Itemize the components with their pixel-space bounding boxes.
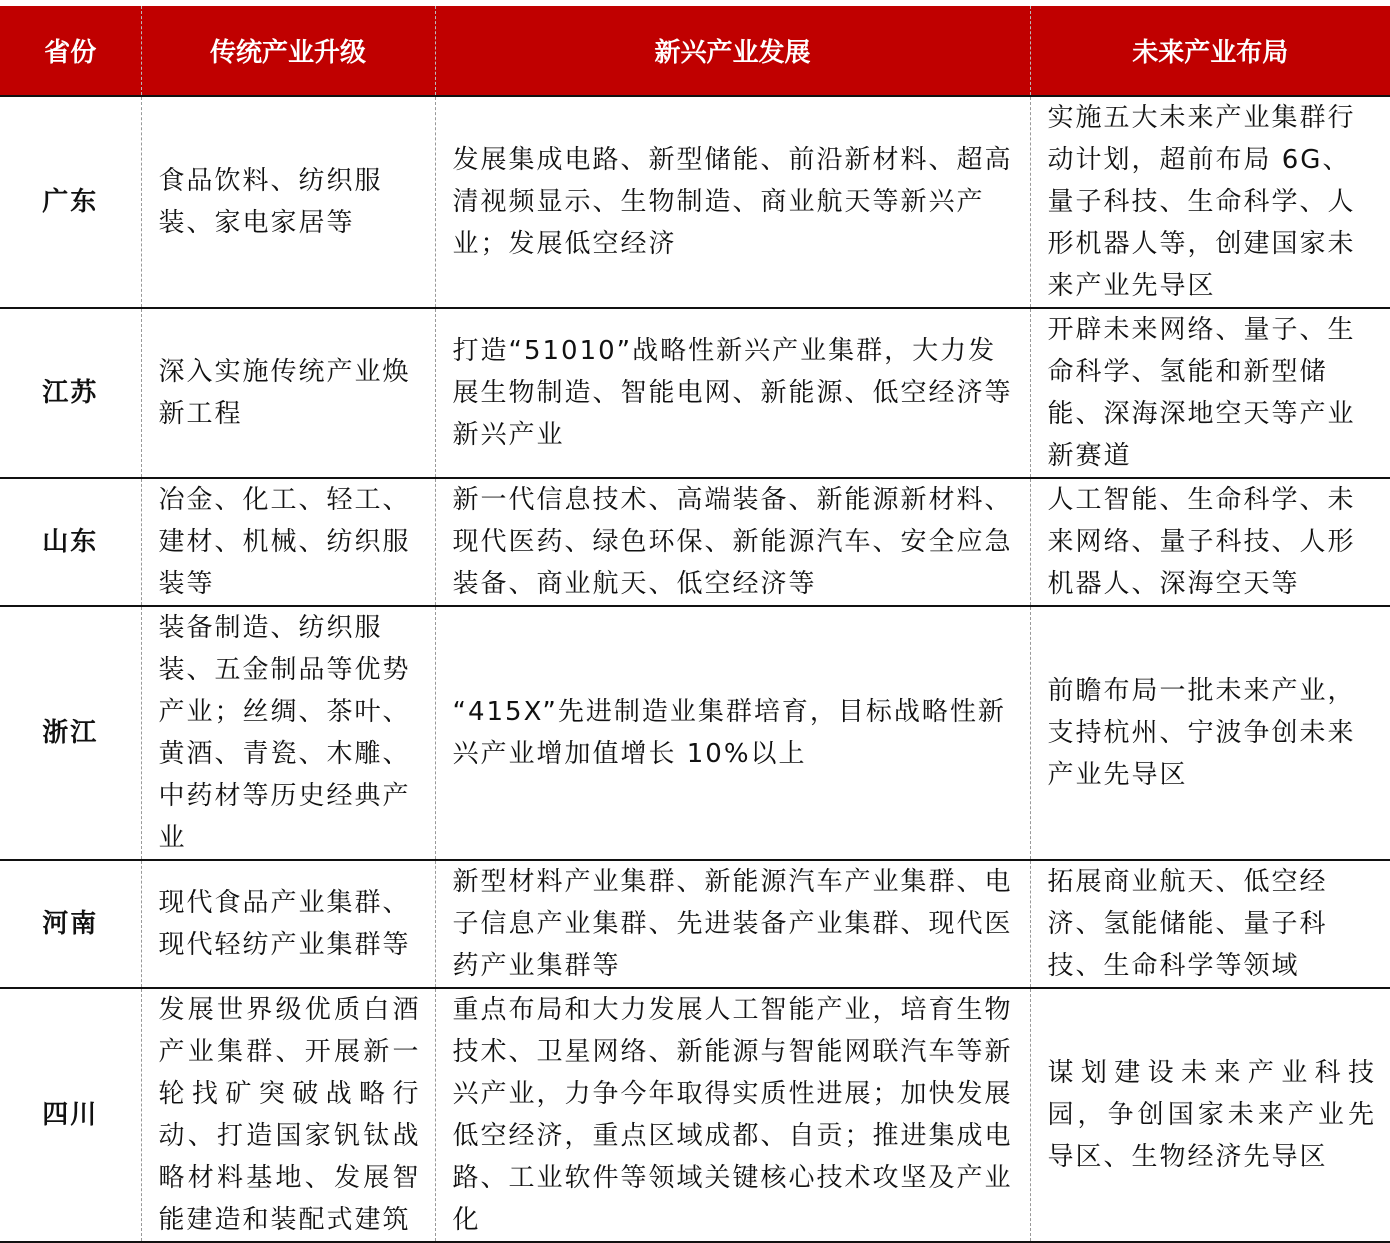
emerging-cell: 打造“51010”战略性新兴产业集群，大力发展生物制造、智能电网、新能源、低空经济等新兴产业 xyxy=(435,308,1030,478)
traditional-cell: 现代食品产业集群、现代轻纺产业集群等 xyxy=(141,860,435,988)
header-future: 未来产业布局 xyxy=(1030,6,1390,96)
table-row xyxy=(0,860,1390,988)
traditional-cell: 冶金、化工、轻工、建材、机械、纺织服装等 xyxy=(141,478,435,606)
province-cell: 河南 xyxy=(0,860,141,988)
province-cell: 江苏 xyxy=(0,308,141,478)
province-cell: 山东 xyxy=(0,478,141,606)
traditional-cell: 装备制造、纺织服装、五金制品等优势产业；丝绸、茶叶、黄酒、青瓷、木雕、中药材等历史经典产业 xyxy=(141,606,435,860)
header-row xyxy=(0,6,1390,96)
emerging-cell: 发展集成电路、新型储能、前沿新材料、超高清视频显示、生物制造、商业航天等新兴产业；发展低空经济 xyxy=(435,96,1030,308)
traditional-cell: 食品饮料、纺织服装、家电家居等 xyxy=(141,96,435,308)
emerging-cell: 新一代信息技术、高端装备、新能源新材料、现代医药、绿色环保、新能源汽车、安全应急装备、商业航天、低空经济等 xyxy=(435,478,1030,606)
table-row xyxy=(0,606,1390,860)
header-province: 省份 xyxy=(0,6,141,96)
table-row xyxy=(0,988,1390,1242)
province-cell: 广东 xyxy=(0,96,141,308)
traditional-cell: 深入实施传统产业焕新工程 xyxy=(141,308,435,478)
emerging-cell: 新型材料产业集群、新能源汽车产业集群、电子信息产业集群、先进装备产业集群、现代医药产业集群等 xyxy=(435,860,1030,988)
industry-table xyxy=(0,6,1390,1243)
emerging-cell: 重点布局和大力发展人工智能产业，培育生物技术、卫星网络、新能源与智能网联汽车等新兴产业，力争今年取得实质性进展；加快发展低空经济，重点区域成都、自贡；推进集成电路、工业软件等领域关键核心技术攻坚及产业化 xyxy=(435,988,1030,1242)
future-cell: 谋划建设未来产业科技园，争创国家未来产业先导区、生物经济先导区 xyxy=(1030,988,1390,1242)
table-row xyxy=(0,96,1390,308)
province-cell: 浙江 xyxy=(0,606,141,860)
future-cell: 开辟未来网络、量子、生命科学、氢能和新型储能、深海深地空天等产业新赛道 xyxy=(1030,308,1390,478)
emerging-cell: “415X”先进制造业集群培育，目标战略性新兴产业增加值增长 10%以上 xyxy=(435,606,1030,860)
future-cell: 拓展商业航天、低空经济、氢能储能、量子科技、生命科学等领域 xyxy=(1030,860,1390,988)
table-row xyxy=(0,478,1390,606)
future-cell: 人工智能、生命科学、未来网络、量子科技、人形机器人、深海空天等 xyxy=(1030,478,1390,606)
header-emerging: 新兴产业发展 xyxy=(435,6,1030,96)
future-cell: 前瞻布局一批未来产业，支持杭州、宁波争创未来产业先导区 xyxy=(1030,606,1390,860)
traditional-cell: 发展世界级优质白酒产业集群、开展新一轮找矿突破战略行动、打造国家钒钛战略材料基地、发展智能建造和装配式建筑 xyxy=(141,988,435,1242)
province-cell: 四川 xyxy=(0,988,141,1242)
future-cell: 实施五大未来产业集群行动计划，超前布局 6G、量子科技、生命科学、人形机器人等，创建国家未来产业先导区 xyxy=(1030,96,1390,308)
header-traditional: 传统产业升级 xyxy=(141,6,435,96)
table-row xyxy=(0,308,1390,478)
